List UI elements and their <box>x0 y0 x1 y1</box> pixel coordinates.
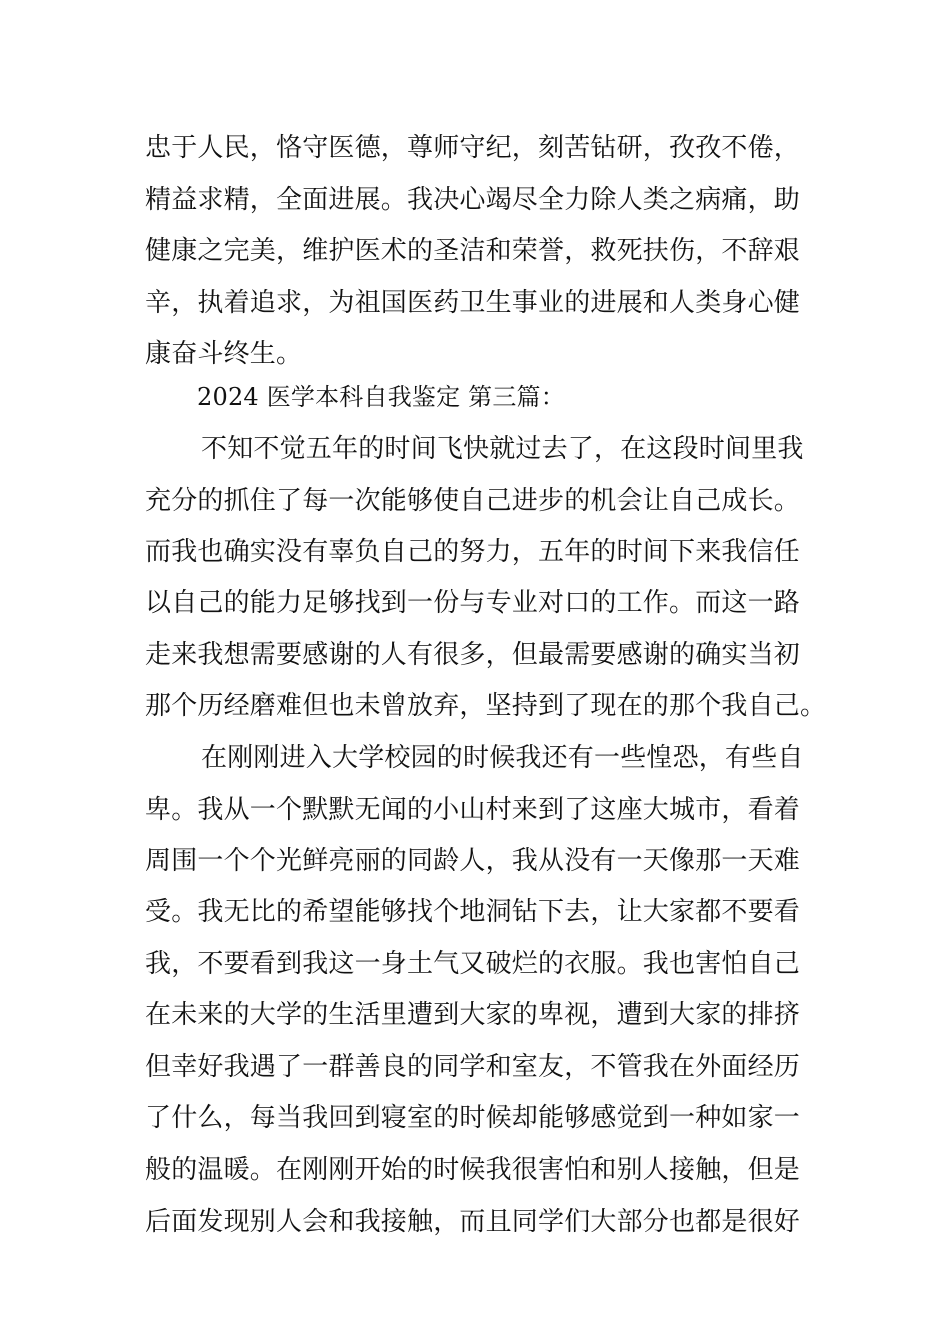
paragraph-3-line: 卑。我从一个默默无闻的小山村来到了这座大城市，看着 <box>145 795 801 825</box>
paragraph-2-line: 走来我想需要感谢的人有很多，但最需要感谢的确实当初 <box>145 640 801 670</box>
paragraph-2-line: 那个历经磨难但也未曾放弃，坚持到了现在的那个我自己。 <box>145 691 827 721</box>
paragraph-1-line: 精益求精，全面进展。我决心竭尽全力除人类之病痛，助 <box>145 185 801 215</box>
paragraph-3-line: 后面发现别人会和我接触，而且同学们大部分也都是很好 <box>145 1207 801 1237</box>
paragraph-3-line: 在刚刚进入大学校园的时候我还有一些惶恐，有些自 <box>201 743 804 773</box>
paragraph-2-line: 以自己的能力足够找到一份与专业对口的工作。而这一路 <box>145 588 801 618</box>
paragraph-3-line: 般的温暖。在刚刚开始的时候我很害怕和别人接触，但是 <box>145 1155 801 1185</box>
paragraph-3-line: 但幸好我遇了一群善良的同学和室友，不管我在外面经历 <box>145 1052 801 1082</box>
paragraph-1-line: 康奋斗终生。 <box>145 339 303 369</box>
paragraph-1-line: 忠于人民，恪守医德，尊师守纪，刻苦钻研，孜孜不倦， <box>145 133 801 163</box>
section-heading: 2024 医学本科自我鉴定 第三篇： <box>197 383 565 411</box>
paragraph-1-line: 辛，执着追求，为祖国医药卫生事业的进展和人类身心健 <box>145 288 801 318</box>
paragraph-2-line: 不知不觉五年的时间飞快就过去了，在这段时间里我 <box>201 434 804 464</box>
paragraph-2-line: 而我也确实没有辜负自己的努力，五年的时间下来我信任 <box>145 537 801 567</box>
paragraph-3-line: 周围一个个光鲜亮丽的同龄人，我从没有一天像那一天难 <box>145 846 801 876</box>
paragraph-3-line: 在未来的大学的生活里遭到大家的卑视，遭到大家的排挤 <box>145 1000 801 1030</box>
paragraph-3-line: 受。我无比的希望能够找个地洞钻下去，让大家都不要看 <box>145 897 801 927</box>
paragraph-3-line: 了什么，每当我回到寝室的时候却能够感觉到一种如家一 <box>145 1103 801 1133</box>
paragraph-2-line: 充分的抓住了每一次能够使自己进步的机会让自己成长。 <box>145 486 801 516</box>
paragraph-3-line: 我，不要看到我这一身土气又破烂的衣服。我也害怕自己 <box>145 949 801 979</box>
paragraph-1-line: 健康之完美，维护医术的圣洁和荣誉，救死扶伤，不辞艰 <box>145 236 801 266</box>
